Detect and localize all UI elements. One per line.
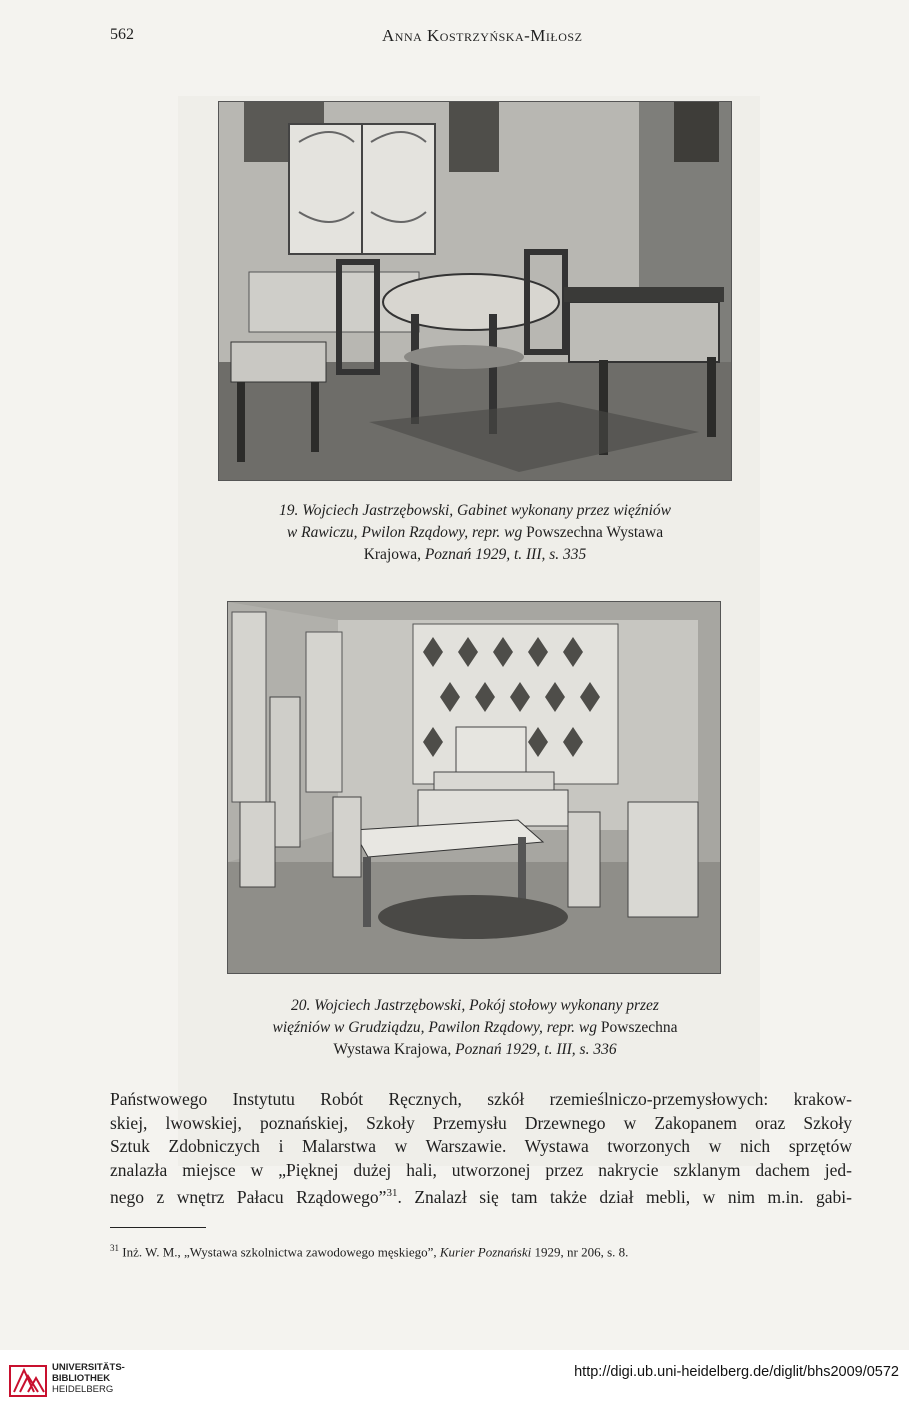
figure-19-photo	[218, 101, 732, 481]
footnote-number: 31	[110, 1243, 119, 1253]
figure-19-illustration	[219, 102, 731, 480]
body-line-with-footnote	[110, 1182, 852, 1209]
footnote-reference[interactable]: 31	[386, 1187, 398, 1199]
figure-19-caption-line3-roman: Krajowa,	[363, 546, 421, 563]
figure-19-caption	[200, 500, 750, 566]
footnote	[110, 1239, 852, 1261]
library-name	[52, 1362, 125, 1395]
figure-20-caption-line2-roman: Powszechna	[600, 1019, 678, 1036]
body-line-part: . Znalazł się tam także dział mebli, w nim m.in. gabi-	[397, 1186, 852, 1207]
figure-19-caption-line1: 19. Wojciech Jastrzębowski, Gabinet wykonany przez więźniów	[278, 502, 672, 519]
running-head	[110, 26, 850, 50]
figure-20-caption	[200, 995, 750, 1061]
body-line-part: nego z wnętrz Pałacu Rządowego”	[110, 1186, 387, 1207]
figure-20-illustration	[228, 602, 720, 973]
footnote-journal: Kurier Poznański	[439, 1244, 532, 1260]
footnote-text: Inż. W. M., „Wystawa szkolnictwa zawodowego męskiego”,	[122, 1244, 437, 1260]
figure-19-caption-line2-italic: w Rawiczu, Pwilon Rządowy, repr. wg	[286, 524, 523, 541]
library-name-line3: HEIDELBERG	[52, 1384, 114, 1395]
figure-20-photo	[227, 601, 721, 974]
body-line: skiej, lwowskiej, poznańskiej, Szkoły Przemysłu Drzewnego w Zakopanem oraz Szkoły	[110, 1112, 852, 1133]
digitization-footer	[0, 1350, 909, 1412]
figure-19-caption-line2-roman: Powszechna Wystawa	[526, 524, 664, 541]
figure-19-caption-line3-italic: Poznań 1929, t. III, s. 335	[424, 546, 587, 563]
footnote-divider	[110, 1227, 206, 1228]
figure-20-caption-line3-italic: Poznań 1929, t. III, s. 336	[455, 1041, 617, 1058]
figure-20-caption-line1: 20. Wojciech Jastrzębowski, Pokój stołowy wykonany przez	[291, 997, 659, 1014]
footnote-citation: 1929, nr 206, s. 8.	[534, 1244, 629, 1260]
body-paragraph	[110, 1088, 852, 1209]
body-line: znalazła miejsce w „Pięknej dużej hali, utworzonej przez nakrycie szklanym dachem jed-	[110, 1159, 852, 1180]
body-line: Państwowego Instytutu Robót Ręcznych, szkół rzemieślniczo-przemysłowych: krakow-	[110, 1089, 852, 1109]
library-name-line1: UNIVERSITÄTS-	[52, 1362, 125, 1373]
figure-20-caption-line3-roman: Wystawa Krajowa,	[333, 1041, 452, 1058]
library-name-line2: BIBLIOTHEK	[52, 1373, 111, 1384]
body-line: Sztuk Zdobniczych i Malarstwa w Warszawie. Wystawa tworzonych w nich sprzętów	[110, 1136, 852, 1156]
figure-20-caption-line2-italic: więźniów w Grudziądzu, Pawilon Rządowy, repr. wg	[272, 1019, 598, 1036]
page-number: 562	[110, 26, 134, 43]
permalink-url[interactable]: http://digi.ub.uni-heidelberg.de/diglit/bhs2009/0572	[574, 1364, 899, 1380]
library-logo-icon	[8, 1360, 48, 1400]
running-head-author: Anna Kostrzyńska-Miłosz	[382, 26, 583, 45]
